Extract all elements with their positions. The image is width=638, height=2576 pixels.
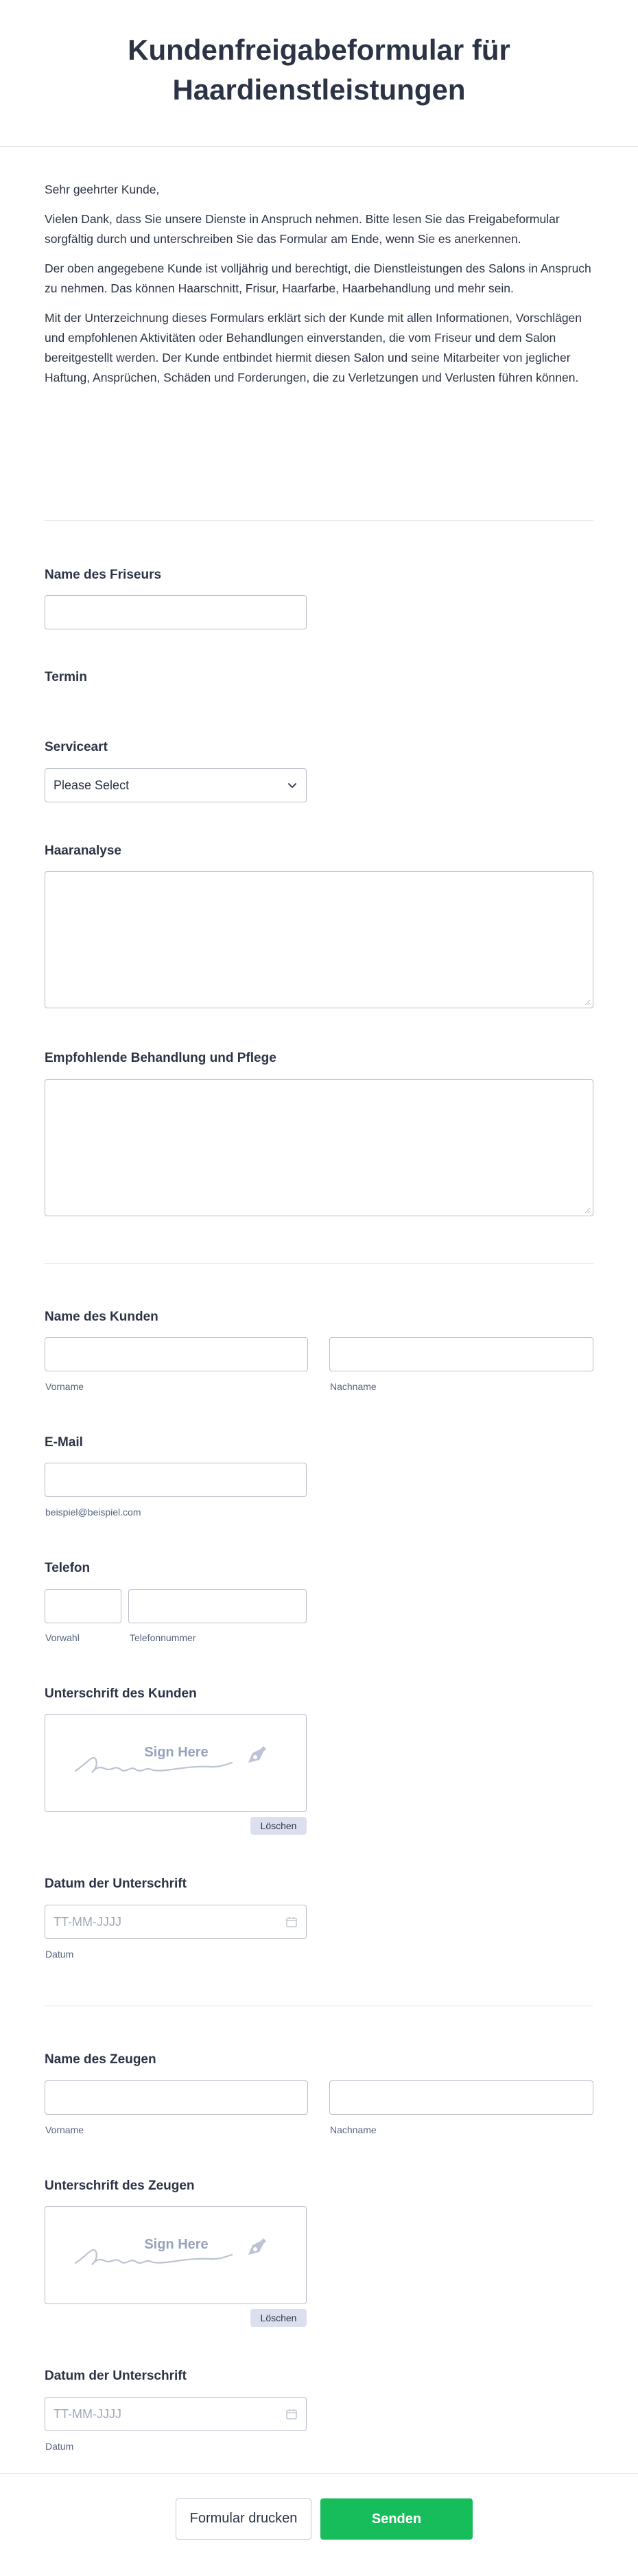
hair-analysis-label: Haaranalyse xyxy=(45,844,121,858)
intro-paragraph-3: Mit der Unterzeichnung dieses Formulars erklärt sich der Kunde mit allen Informationen, Vorschlägen und empfohlenen Aktivitäten oder Behandlungen einverstanden, die vom Friseur und dem Salon bereitgestellt werden. Der Kunde entbindet hiermit diesen Salon und seine Mitarbeiter von jeglicher Haftung, Ansprüchen, Schäden und Forderungen, die zu Verletzungen und Verlusten führen können. xyxy=(45,311,582,384)
phone-area-code-sublabel: Vorwahl xyxy=(45,1632,80,1643)
customer-first-name-sublabel: Vorname xyxy=(45,1381,84,1392)
calendar-icon[interactable] xyxy=(285,1916,298,1928)
calendar-icon[interactable] xyxy=(285,2408,298,2420)
phone-number-input[interactable] xyxy=(128,1589,307,1623)
service-type-label: Serviceart xyxy=(45,740,108,754)
signature-placeholder: Sign Here xyxy=(144,1745,209,1760)
witness-signature-label: Unterschrift des Zeugen xyxy=(45,2179,195,2193)
witness-first-name-sublabel: Vorname xyxy=(45,2124,84,2135)
signature-placeholder: Sign Here xyxy=(144,2237,209,2252)
customer-sign-date-sublabel: Datum xyxy=(45,1949,74,1960)
witness-sign-date-sublabel: Datum xyxy=(45,2441,74,2452)
date-placeholder: TT-MM-JJJJ xyxy=(54,2407,121,2421)
recommended-treatment-textarea[interactable] xyxy=(45,1079,593,1216)
section-divider xyxy=(45,1263,593,1264)
submit-button[interactable]: Senden xyxy=(320,2498,473,2540)
witness-signature-pad[interactable] xyxy=(45,2206,307,2304)
appointment-label: Termin xyxy=(45,670,87,684)
witness-sign-date-label: Datum der Unterschrift xyxy=(45,2369,187,2383)
signature-scribble-graphic xyxy=(73,2242,237,2270)
customer-sign-date-input[interactable] xyxy=(45,1905,307,1939)
customer-first-name-input[interactable] xyxy=(45,1337,308,1371)
witness-sign-date-input[interactable] xyxy=(45,2397,307,2431)
form-header xyxy=(0,0,638,147)
resize-handle-icon[interactable] xyxy=(584,1207,591,1214)
section-divider xyxy=(45,520,593,521)
form-footer xyxy=(0,2473,638,2576)
pen-icon xyxy=(243,1742,270,1769)
email-sublabel: beispiel@beispiel.com xyxy=(45,1507,141,1518)
hairdresser-name-label: Name des Friseurs xyxy=(45,568,162,582)
witness-name-label: Name des Zeugen xyxy=(45,2052,156,2067)
customer-sign-date-label: Datum der Unterschrift xyxy=(45,1877,187,1891)
intro-greeting: Sehr geehrter Kunde, xyxy=(45,183,160,196)
customer-signature-clear-button[interactable]: Löschen xyxy=(250,1817,307,1835)
pen-icon xyxy=(243,2234,270,2262)
form-title: Kundenfreigabeformular für Haardienstleistungen xyxy=(128,34,510,106)
phone-area-code-input[interactable] xyxy=(45,1589,121,1623)
customer-signature-pad[interactable] xyxy=(45,1714,307,1812)
customer-last-name-input[interactable] xyxy=(329,1337,593,1371)
signature-scribble-graphic xyxy=(73,1750,237,1778)
customer-signature-label: Unterschrift des Kunden xyxy=(45,1686,197,1701)
phone-label: Telefon xyxy=(45,1561,91,1575)
resize-handle-icon[interactable] xyxy=(584,999,591,1006)
intro-paragraph-1: Vielen Dank, dass Sie unsere Dienste in Anspruch nehmen. Bitte lesen Sie das Freigabeformular sorgfältig durch und unterschreiben Sie das Formular am Ende, wenn Sie es anerkennen. xyxy=(45,212,560,246)
intro-paragraph-2: Der oben angegebene Kunde ist volljährig und berechtigt, die Dienstleistungen des Salons in Anspruch zu nehmen. Das können Haarschnitt, Frisur, Haarfarbe, Haarbehandlung und mehr sein. xyxy=(45,262,591,295)
recommended-treatment-label: Empfohlende Behandlung und Pflege xyxy=(45,1051,276,1065)
witness-last-name-input[interactable] xyxy=(329,2080,593,2115)
hairdresser-name-input[interactable] xyxy=(45,595,307,629)
witness-last-name-sublabel: Nachname xyxy=(330,2124,377,2135)
witness-first-name-input[interactable] xyxy=(45,2080,308,2115)
service-type-select[interactable] xyxy=(45,768,307,802)
service-type-selected: Please Select xyxy=(54,778,130,792)
email-input[interactable] xyxy=(45,1463,307,1497)
customer-name-label: Name des Kunden xyxy=(45,1310,158,1324)
phone-number-sublabel: Telefonnummer xyxy=(130,1632,196,1643)
email-label: E-Mail xyxy=(45,1435,83,1450)
hair-analysis-textarea[interactable] xyxy=(45,871,593,1008)
chevron-down-icon xyxy=(287,780,298,791)
intro-text xyxy=(45,180,593,397)
witness-signature-clear-button[interactable]: Löschen xyxy=(250,2309,307,2327)
date-placeholder: TT-MM-JJJJ xyxy=(54,1915,121,1929)
customer-last-name-sublabel: Nachname xyxy=(330,1381,377,1392)
print-form-button[interactable]: Formular drucken xyxy=(176,2498,311,2540)
